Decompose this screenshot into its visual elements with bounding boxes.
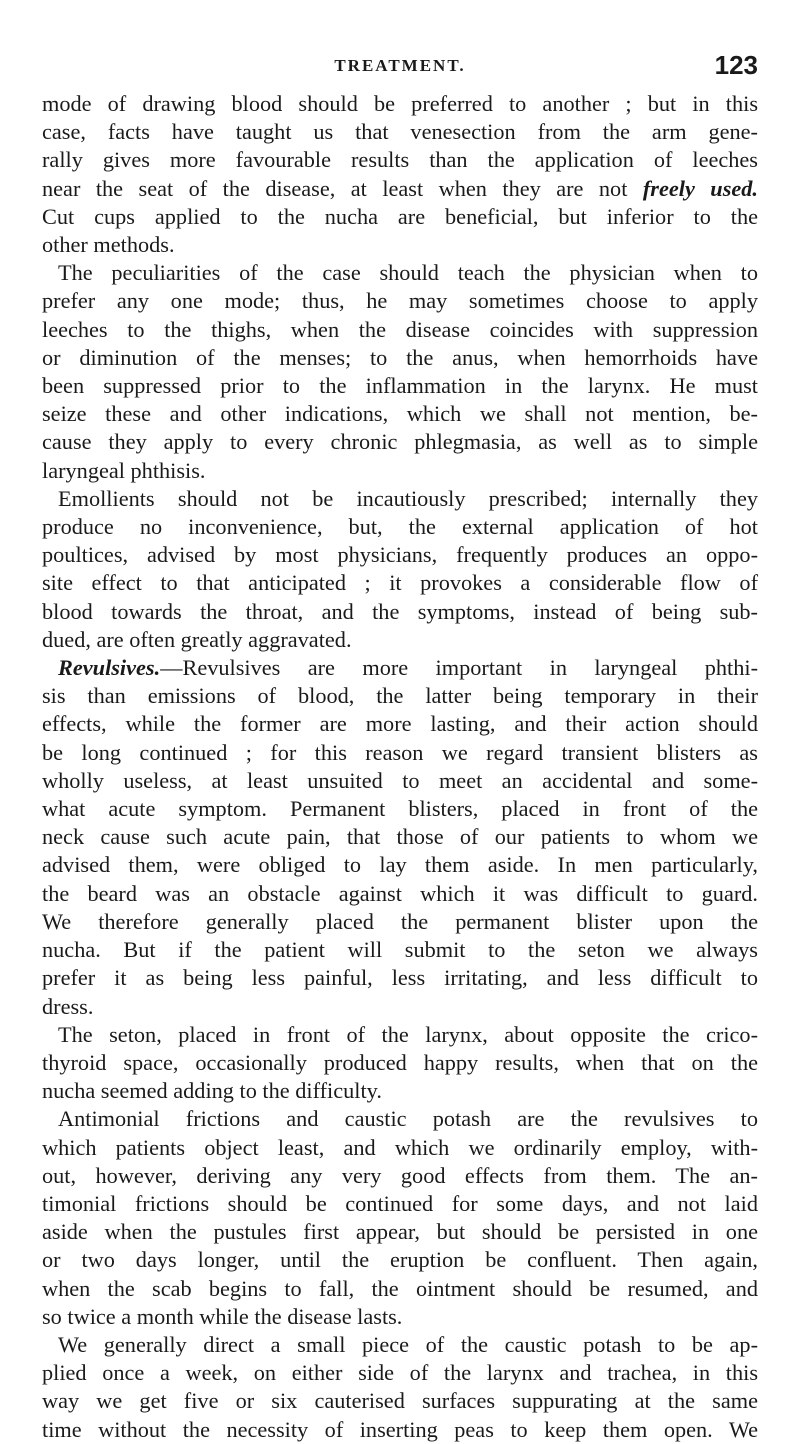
line-text: aside when the pustules first appear, but should be persisted in one [42,1219,758,1245]
line-text: prefer any one mode; thus, he may sometimes choose to apply [42,288,758,314]
body-text [42,90,758,1444]
line-text: We generally direct a small piece of the caustic potash to be ap- [58,1331,758,1357]
line-text: leeches to the thighs, when the disease coincides with suppression [42,316,758,342]
text-line [42,795,758,823]
text-line [42,1359,758,1387]
text-line [42,1275,758,1303]
line-text: The peculiarities of the case should teach the physician when to [58,260,758,286]
text-line [42,344,758,372]
text-line [42,485,758,513]
text-line [42,513,758,541]
line-text: The seton, placed in front of the larynx, about opposite the crico- [58,1021,758,1047]
text-line [42,259,758,287]
line-text: sis than emissions of blood, the latter being temporary in their [42,683,758,709]
line-text: Cut cups applied to the nucha are beneficial, but inferior to the [42,203,758,229]
line-text: what acute symptom. Permanent blisters, placed in front of the [42,796,758,822]
line-text: dress. [42,993,94,1019]
text-line [42,598,758,626]
running-head-title: TREATMENT. [334,56,466,75]
text-line [42,739,758,767]
line-text: site effect to that anticipated ; it provokes a considerable flow of [42,570,758,596]
line-text: prefer it as being less painful, less irritating, and less difficult to [42,965,758,991]
text-line [42,682,758,710]
text-line [42,654,758,682]
text-line [42,457,758,485]
text-line [42,175,758,203]
line-text: neck cause such acute pain, that those of our patients to whom we [42,824,758,850]
text-line [42,1021,758,1049]
text-line [42,316,758,344]
text-line [42,569,758,597]
text-line [42,1303,758,1331]
text-line [42,1387,758,1415]
running-head [42,50,758,82]
line-text: plied once a week, on either side of the larynx and trachea, in this [42,1360,758,1386]
text-line [42,964,758,992]
text-line [42,1416,758,1444]
line-text: time without the necessity of inserting peas to keep them open. We [42,1416,758,1442]
line-text: Antimonial frictions and caustic potash are the revulsives to [58,1106,758,1132]
text-line [42,1105,758,1133]
text-line [42,146,758,174]
text-line [42,993,758,1021]
line-text: rally gives more favourable results than the application of leeches [42,147,758,173]
text-line [42,1049,758,1077]
text-line [42,880,758,908]
line-text: blood towards the throat, and the symptoms, instead of being sub- [42,598,758,624]
line-text: poultices, advised by most physicians, frequently produces an oppo- [42,542,758,568]
emphasized-text: freely used. [642,175,758,201]
text-line [42,400,758,428]
text-line [42,90,758,118]
line-text: —Revulsives are more important in laryngeal phthi- [160,655,758,681]
line-text: wholly useless, at least unsuited to meet an accidental and some- [42,767,758,793]
text-line [42,767,758,795]
text-line [42,710,758,738]
text-line [42,541,758,569]
text-line [42,231,758,259]
line-text: which patients object least, and which we ordinarily employ, with- [42,1134,758,1160]
text-line [42,203,758,231]
line-text: case, facts have taught us that venesection from the arm gene- [42,119,758,145]
text-line [42,908,758,936]
line-text: We therefore generally placed the permanent blister upon the [42,908,758,934]
line-text: be long continued ; for this reason we regard transient blisters as [42,739,758,765]
text-line [42,428,758,456]
line-text: other methods. [42,232,175,258]
text-line [42,823,758,851]
line-text: seize these and other indications, which we shall not mention, be- [42,401,758,427]
line-text: mode of drawing blood should be preferred to another ; but in this [42,91,758,116]
emphasized-text: Revulsives. [58,655,161,681]
line-text: produce no inconvenience, but, the external application of hot [42,514,758,540]
text-line [42,626,758,654]
line-text: way we get five or six cauterised surfaces suppurating at the same [42,1388,758,1414]
line-text: when the scab begins to fall, the ointment should be resumed, and [42,1275,758,1301]
line-text: out, however, deriving any very good effects from them. The an- [42,1162,758,1188]
text-line [42,1190,758,1218]
line-text: thyroid space, occasionally produced happy results, when that on the [42,1049,758,1075]
line-text: or two days longer, until the eruption be confluent. Then again, [42,1247,758,1273]
line-text: near the seat of the disease, at least when they are not [42,175,643,201]
line-text: laryngeal phthisis. [42,457,206,483]
text-line [42,1246,758,1274]
line-text: cause they apply to every chronic phlegmasia, as well as to simple [42,429,758,455]
text-line [42,1218,758,1246]
line-text: nucha. But if the patient will submit to the seton we always [42,937,758,963]
text-line [42,936,758,964]
line-text: been suppressed prior to the inflammation in the larynx. He must [42,373,758,399]
line-text: or diminution of the menses; to the anus, when hemorrhoids have [42,344,758,370]
line-text: dued, are often greatly aggravated. [42,626,352,652]
line-text: the beard was an obstacle against which it was difficult to guard. [42,880,758,906]
page-number: 123 [714,50,758,80]
line-text: nucha seemed adding to the difficulty. [42,1078,382,1104]
text-line [42,287,758,315]
text-line [42,1331,758,1359]
text-line [42,118,758,146]
text-line [42,1162,758,1190]
text-line [42,1134,758,1162]
text-line [42,1077,758,1105]
line-text: advised them, were obliged to lay them aside. In men particularly, [42,852,758,878]
text-line [42,372,758,400]
line-text: effects, while the former are more lasting, and their action should [42,711,758,737]
line-text: so twice a month while the disease lasts. [42,1303,403,1329]
line-text: timonial frictions should be continued for some days, and not laid [42,1190,758,1216]
line-text: Emollients should not be incautiously prescribed; internally they [58,485,758,511]
text-line [42,851,758,879]
